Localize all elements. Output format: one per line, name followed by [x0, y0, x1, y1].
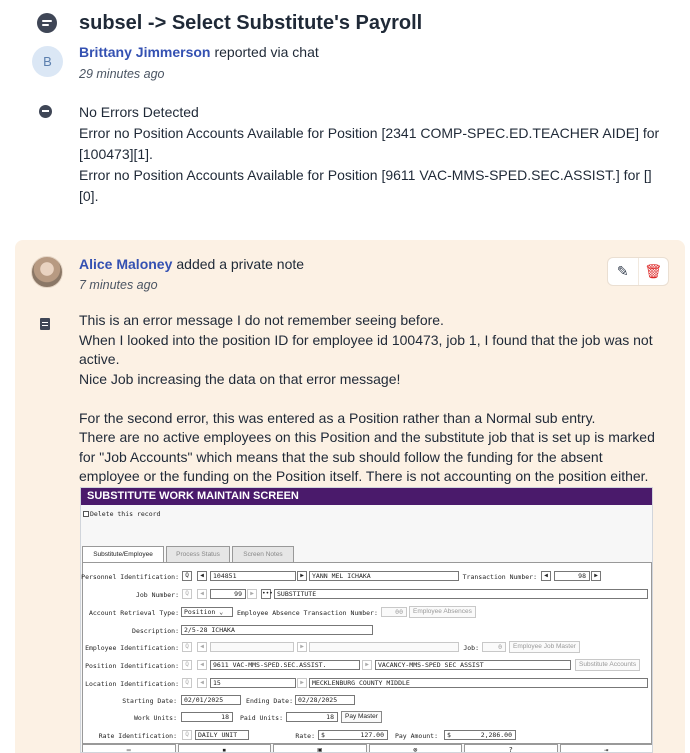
ticket-icon	[37, 13, 57, 33]
work-units-input[interactable]: 18	[181, 712, 233, 722]
delete-label: Delete this record	[90, 510, 161, 518]
ending-date-input[interactable]: 02/28/2025	[295, 695, 355, 705]
pay-currency: $	[447, 731, 451, 739]
tab-substitute-employee[interactable]: Substitute/Employee	[82, 546, 164, 562]
description-label: Description:	[132, 627, 179, 635]
personnel-name-field: YANN MEL ICHAKA	[309, 571, 459, 581]
next-arrow-icon: ▶	[297, 678, 307, 688]
employee-job-master-button[interactable]: Employee Job Master	[509, 641, 580, 653]
search-icon: Q	[182, 642, 192, 652]
save-copy-icon[interactable]: ▣	[273, 744, 367, 753]
employee-id-input	[210, 642, 294, 652]
reporter-message	[79, 102, 664, 207]
reporter-action: reported via chat	[214, 44, 319, 60]
note-body	[79, 311, 664, 487]
job-number-input[interactable]: 99	[210, 589, 246, 599]
exit-icon[interactable]: ⇥	[560, 744, 654, 753]
search-icon: Q	[182, 660, 192, 670]
delete-record-row[interactable]	[83, 510, 160, 518]
embedded-screenshot	[80, 487, 653, 753]
note-line: When I looked into the position ID for employee id 100473, job 1, I found that the job was not active.	[79, 331, 653, 367]
location-id-label: Location Identification:	[85, 680, 179, 688]
note-line: There are no active employees on this Position and the substitute job that is set up is marked for "Job Accounts" which means that the sub should follow the funding for the absent employee or the funding on the Position itself. There is not accounting on the position either.	[79, 429, 655, 484]
note-author-avatar	[31, 256, 63, 288]
tab-screen-notes[interactable]: Screen Notes	[232, 546, 294, 562]
account-retrieval-select[interactable]: Position ⌄	[181, 607, 233, 617]
pay-amount-label: Pay Amount:	[394, 732, 438, 740]
paid-units-label: Paid Units:	[239, 714, 283, 722]
note-action: added a private note	[176, 256, 305, 272]
prev-arrow-icon: ◀	[197, 642, 207, 652]
next-arrow-icon[interactable]: ▶	[297, 571, 307, 581]
pay-master-button[interactable]: Pay Master	[341, 711, 382, 723]
trash-icon[interactable]: 🗑	[638, 258, 669, 285]
note-actions	[607, 257, 669, 286]
location-id-input[interactable]: 15	[210, 678, 296, 688]
screen-toolbar	[81, 744, 653, 753]
job-label: Job:	[463, 644, 479, 652]
search-icon[interactable]: Q	[182, 571, 192, 581]
work-units-label: Work Units:	[133, 714, 177, 722]
edit-icon[interactable]: ✎	[616, 263, 629, 279]
screen-title: SUBSTITUTE WORK MAINTAIN SCREEN	[81, 488, 652, 505]
note-time: 7 minutes ago	[79, 278, 158, 292]
folder-icon[interactable]: ▬	[82, 744, 176, 753]
save-icon[interactable]: ▪	[178, 744, 272, 753]
note-line	[79, 389, 664, 409]
personnel-id-label: Personnel Identification:	[81, 573, 179, 581]
location-name-field: MECKLENBURG COUNTY MIDDLE	[309, 678, 648, 688]
next-arrow-icon: ▶	[247, 589, 257, 599]
search-icon: Q	[182, 589, 192, 599]
ticket-title: subsel -> Select Substitute's Payroll	[79, 12, 423, 34]
note-document-icon	[40, 318, 50, 330]
starting-date-label: Starting Date:	[122, 697, 177, 705]
message-line: Error no Position Accounts Available for Position [2341 COMP-SPEC.ED.TEACHER AIDE] for [100473][1].	[79, 125, 660, 162]
position-id-input[interactable]: 9611 VAC-MMS-SPED.SEC.ASSIST.	[210, 660, 360, 670]
reporter-name[interactable]: Brittany Jimmerson	[79, 44, 211, 60]
ending-date-label: Ending Date:	[246, 697, 293, 705]
note-line: This is an error message I do not remember seeing before.	[79, 312, 444, 328]
absence-txn-input: 00	[381, 607, 407, 617]
prev-arrow-icon[interactable]: ◀	[541, 571, 551, 581]
screen-body	[81, 505, 652, 753]
prev-arrow-icon: ◀	[197, 678, 207, 688]
rate-input[interactable]	[318, 730, 388, 740]
position-id-label: Position Identification:	[85, 662, 179, 670]
paid-units-input[interactable]: 18	[286, 712, 338, 722]
search-icon: Q	[182, 730, 192, 740]
message-line: No Errors Detected	[79, 104, 199, 120]
pay-amount-field	[444, 730, 516, 740]
account-retrieval-label: Account Retrieval Type:	[88, 609, 179, 617]
search-icon: Q	[182, 678, 192, 688]
message-line: Error no Position Accounts Available for Position [9611 VAC-MMS-SPED.SEC.ASSIST.] for [][0].	[79, 167, 652, 204]
starting-date-input[interactable]: 02/01/2025	[181, 695, 241, 705]
reporter-avatar: B	[32, 46, 63, 77]
rate-id-input[interactable]: DAILY UNIT	[195, 730, 249, 740]
transaction-number-label: Transaction Number:	[462, 573, 537, 581]
note-author-name[interactable]: Alice Maloney	[79, 256, 173, 272]
job-name-field: SUBSTITUTE	[274, 589, 648, 599]
employee-absences-button[interactable]: Employee Absences	[409, 606, 476, 618]
position-name-field: VACANCY-MMS-SPED SEC ASSIST	[375, 660, 571, 670]
rate-value: 127.00	[360, 731, 384, 739]
employee-name-field	[309, 642, 459, 652]
note-line: Nice Job increasing the data on that error message!	[79, 370, 401, 387]
reporter-time: 29 minutes ago	[79, 67, 165, 81]
tab-process-status[interactable]: Process Status	[166, 546, 230, 562]
rate-id-label: Rate Identification:	[98, 732, 177, 740]
prev-arrow-icon: ◀	[197, 589, 207, 599]
chat-message-icon	[39, 105, 52, 118]
reporter-line	[79, 44, 319, 60]
transaction-number-input[interactable]: 98	[554, 571, 590, 581]
absence-txn-label: Employee Absence Transaction Number:	[237, 609, 378, 617]
job-input: 0	[482, 642, 506, 652]
delete-checkbox[interactable]	[83, 511, 89, 517]
employee-id-label: Employee Identification:	[85, 644, 179, 652]
help-icon[interactable]: ?	[464, 744, 558, 753]
next-arrow-icon: ▶	[297, 642, 307, 652]
prev-arrow-icon: ◀	[197, 660, 207, 670]
job-number-label: Job Number:	[135, 591, 179, 599]
next-arrow-icon[interactable]: ▶	[591, 571, 601, 581]
pay-amount-value: 2,286.00	[480, 731, 512, 739]
next-arrow-icon: ▶	[362, 660, 372, 670]
note-line: For the second error, this was entered as a Position rather than a Normal sub entry.	[79, 409, 596, 426]
prev-arrow-icon[interactable]: ◀	[197, 571, 207, 581]
rate-label: Rate:	[295, 732, 315, 740]
rate-currency: $	[321, 731, 325, 739]
more-icon[interactable]: •••	[262, 590, 273, 597]
substitute-accounts-button[interactable]: Substitute Accounts	[575, 659, 640, 671]
note-author-line	[79, 256, 304, 272]
description-input[interactable]: 2/5-28 ICHAKA	[181, 625, 373, 635]
personnel-id-input[interactable]: 104851	[210, 571, 296, 581]
account-retrieval-value: Position	[184, 608, 216, 616]
close-circle-icon[interactable]: ⊗	[369, 744, 463, 753]
